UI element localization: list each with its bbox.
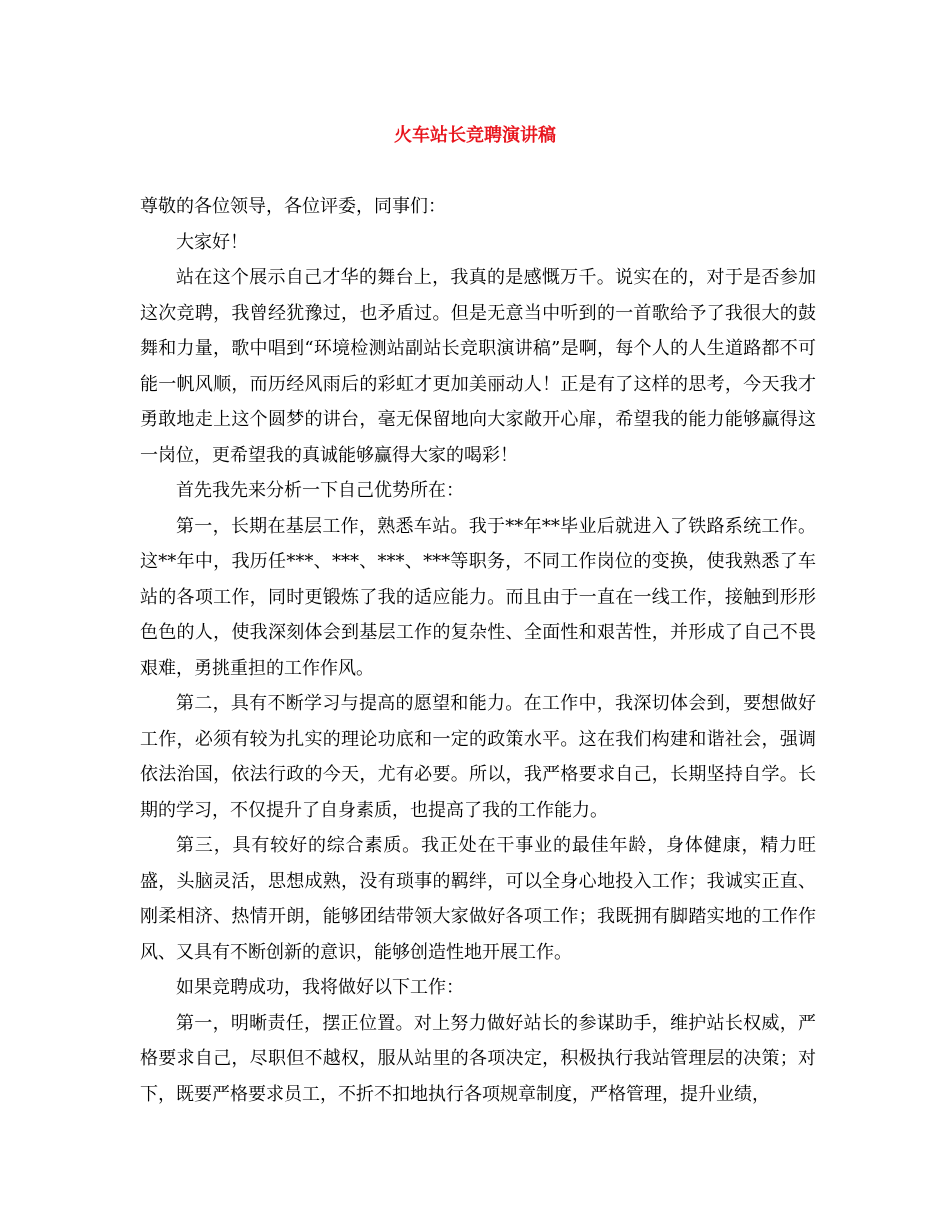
plans-heading-paragraph: 如果竞聘成功，我将做好以下工作： (176, 977, 464, 998)
advantage-two-paragraph: 第二，具有不断学习与提高的愿望和能力。在工作中，我深切体会到，要想做好工作，必须有较为扎实的理论功底和一定的政策水平。这在我们构建和谐社会，强调依法治国，依法行政的今天，尤有必要。所以，我严格要求自己，长期坚持自学。长期的学习，不仅提升了自身素质，也提高了我的工作能力。 (140, 693, 816, 821)
document-title: 火车站长竞聘演讲稿 (394, 125, 556, 146)
document-body (140, 189, 816, 1112)
advantages-heading-paragraph: 首先我先来分析一下自己优势所在： (176, 480, 464, 501)
greeting-paragraph: 大家好！ (176, 231, 248, 253)
salutation: 尊敬的各位领导，各位评委，同事们： (140, 196, 446, 217)
intro-paragraph: 站在这个展示自己才华的舞台上，我真的是感慨万千。说实在的，对于是否参加这次竞聘，我曾经犹豫过，也矛盾过。但是无意当中听到的一首歌给予了我很大的鼓舞和力量，歌中唱到“环境检测站副站长竞职演讲稿”是啊，每个人的人生道路都不可能一帆风顺，而历经风雨后的彩虹才更加美丽动人！正是有了这样的思考，今天我才勇敢地走上这个圆梦的讲台，毫无保留地向大家敞开心扉，希望我的能力能够赢得这一岗位，更希望我的真诚能够赢得大家的喝彩！ (140, 267, 816, 466)
advantage-one-paragraph: 第一，长期在基层工作，熟悉车站。我于**年**毕业后就进入了铁路系统工作。这**年中，我历任***、***、***、***等职务，不同工作岗位的变换，使我熟悉了车站的各项工作，同时更锻炼了我的适应能力。而且由于一直在一线工作，接触到形形色色的人，使我深刻体会到基层工作的复杂性、全面性和艰苦性，并形成了自己不畏艰难，勇挑重担的工作作风。 (140, 515, 816, 679)
plan-one-paragraph: 第一，明晰责任，摆正位置。对上努力做好站长的参谋助手，维护站长权威，严格要求自己，尽职但不越权，服从站里的各项决定，积极执行我站管理层的决策；对下，既要严格要求员工，不折不扣地执行各项规章制度，严格管理，提升业绩， (140, 1012, 816, 1105)
advantage-three-paragraph: 第三，具有较好的综合素质。我正处在干事业的最佳年龄，身体健康，精力旺盛，头脑灵活，思想成熟，没有琐事的羁绊，可以全身心地投入工作；我诚实正直、刚柔相济、热情开朗，能够团结带领大家做好各项工作；我既拥有脚踏实地的工作作风、又具有不断创新的意识，能够创造性地开展工作。 (140, 835, 816, 963)
